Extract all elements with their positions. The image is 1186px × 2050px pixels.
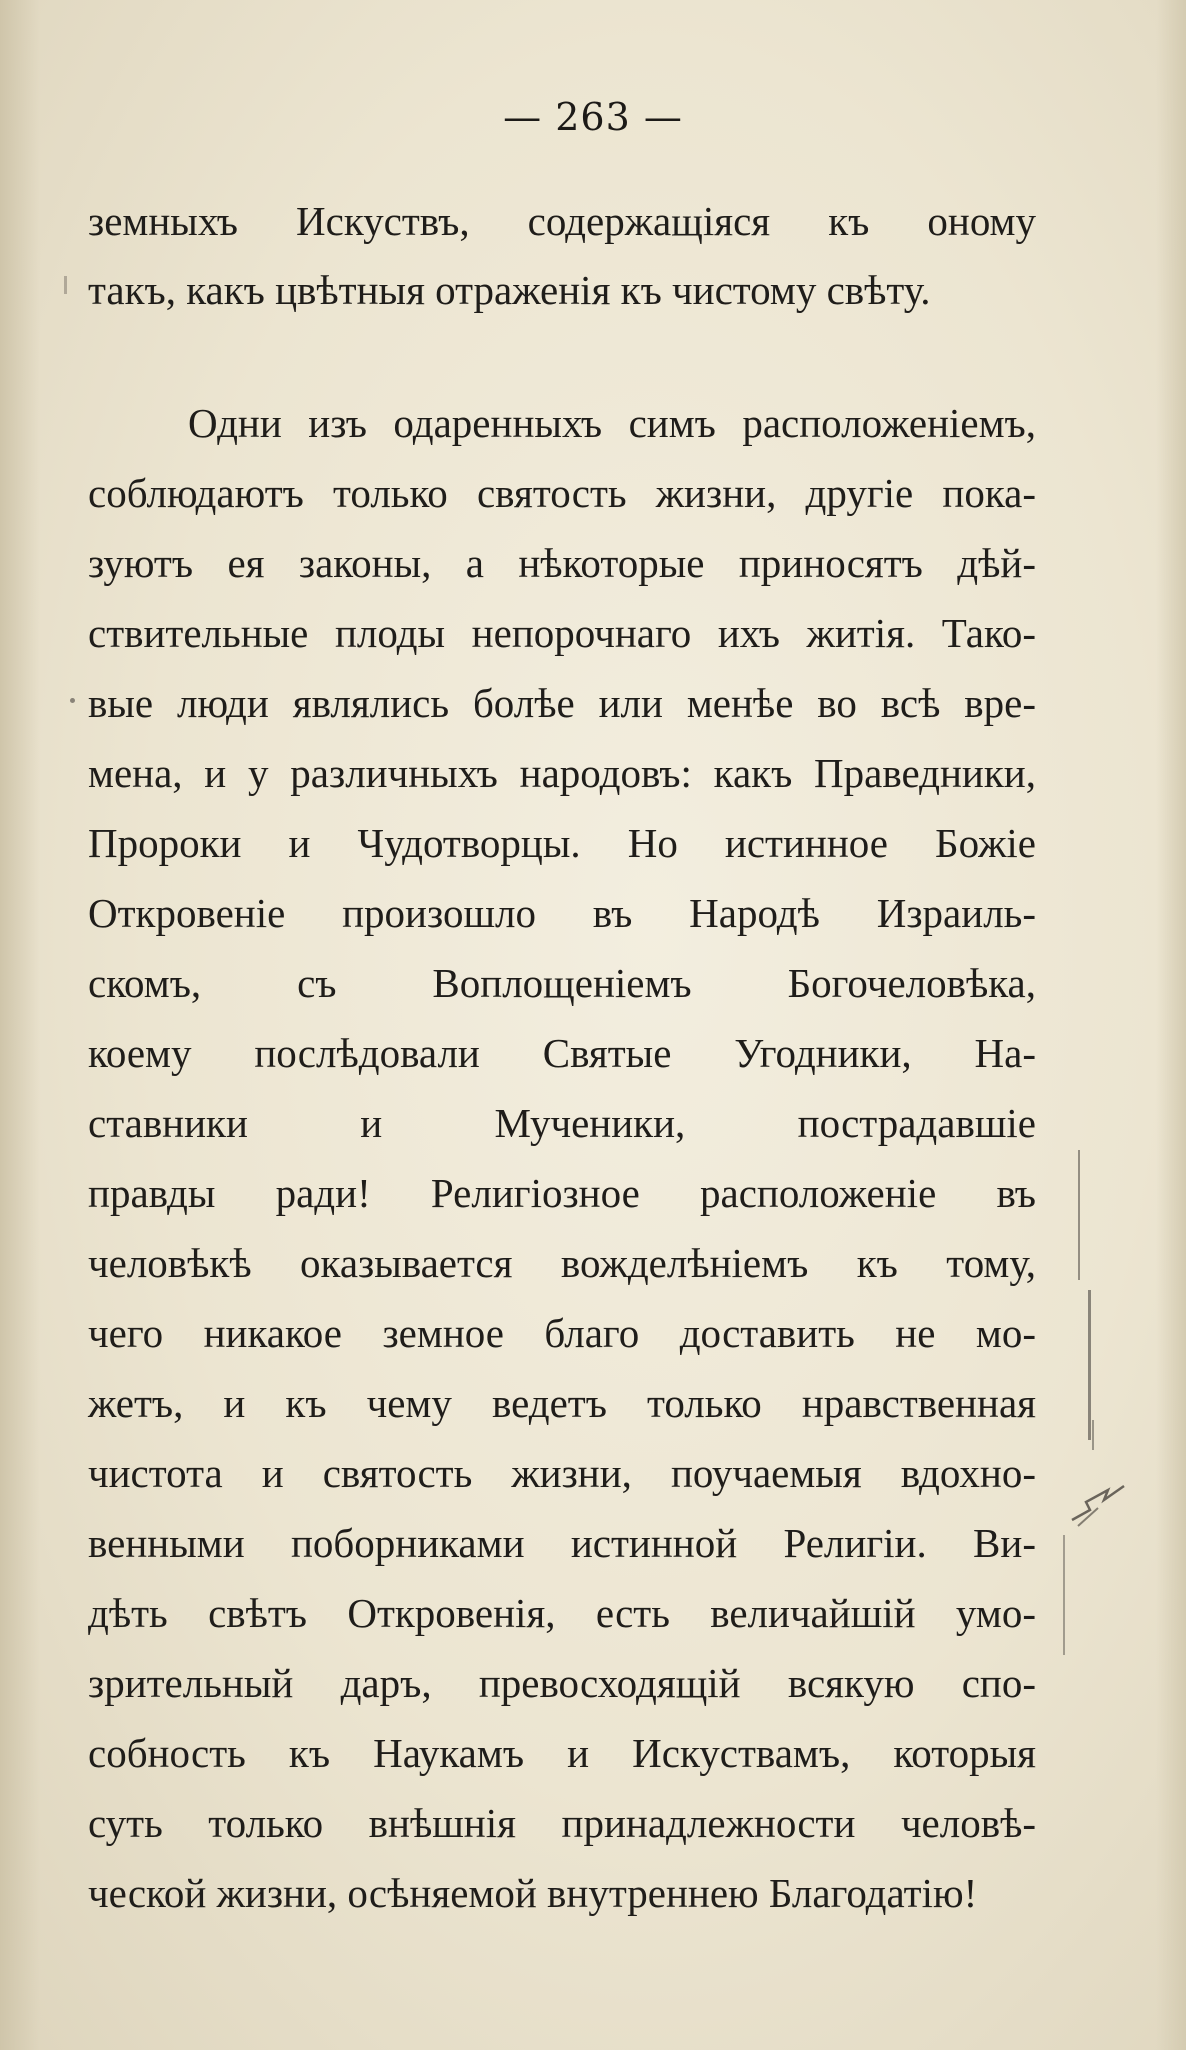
text-line: собность къ Наукамъ и Искуствамъ, которыя xyxy=(88,1730,1036,1776)
text-line: ствительные плоды непорочнаго ихъ житія. Тако- xyxy=(88,610,1036,656)
text-line: зуютъ ея законы, а нѣкоторые приносятъ дѣй- xyxy=(88,540,1036,586)
text-line: такъ, какъ цвѣтныя отраженія къ чистому свѣту. xyxy=(88,267,931,313)
text-line: Откровеніе произошло въ Народѣ Израиль- xyxy=(88,890,1036,936)
text-line: жетъ, и къ чему ведетъ только нравственная xyxy=(88,1380,1036,1426)
text-line: суть только внѣшнія принадлежности человѣ- xyxy=(88,1800,1036,1846)
text-line: чего никакое земное благо доставить не мо- xyxy=(88,1310,1036,1356)
text-line: человѣкѣ оказывается вожделѣніемъ къ тому, xyxy=(88,1240,1036,1286)
margin-line-mark xyxy=(1088,1290,1091,1440)
text-line: зрительный даръ, превосходящій всякую спо- xyxy=(88,1660,1036,1706)
text-line: Одни изъ одаренныхъ симъ расположеніемъ, xyxy=(188,400,1036,446)
text-line: чистота и святость жизни, поучаемыя вдохно- xyxy=(88,1450,1036,1496)
text-line: ческой жизни, осѣняемой внутреннею Благодатію! xyxy=(88,1870,978,1916)
text-line: земныхъ Искуствъ, содержащіяся къ оному xyxy=(88,198,1036,244)
pencil-check-icon xyxy=(1068,1480,1128,1530)
margin-line-mark xyxy=(1092,1420,1094,1450)
page-number: — 263 — xyxy=(503,95,683,139)
text-line: правды ради! Религіозное расположеніе въ xyxy=(88,1170,1036,1216)
text-line: ставники и Мученики, пострадавшіе xyxy=(88,1100,1036,1146)
text-line: выe люди являлись болѣе или менѣе во всѣ вре- xyxy=(88,680,1036,726)
text-line: венными поборниками истинной Религіи. Ви- xyxy=(88,1520,1036,1566)
margin-line-mark xyxy=(1078,1150,1080,1280)
margin-line-mark xyxy=(1063,1535,1065,1655)
text-line: дѣть свѣтъ Откровенія, есть величайшій умо- xyxy=(88,1590,1036,1636)
text-line: скомъ, съ Воплощеніемъ Богочеловѣка, xyxy=(88,960,1036,1006)
ink-speck xyxy=(70,698,75,703)
page-right-shadow xyxy=(1156,0,1186,2050)
ink-speck xyxy=(64,276,67,294)
page-left-shadow xyxy=(0,0,40,2050)
text-line: Пророки и Чудотворцы. Но истинное Божіе xyxy=(88,820,1036,866)
text-line: мена, и у различныхъ народовъ: какъ Праведники, xyxy=(88,750,1036,796)
text-line: коему послѣдовали Святые Угодники, На- xyxy=(88,1030,1036,1076)
text-line: соблюдаютъ только святость жизни, другіе пока- xyxy=(88,470,1036,516)
